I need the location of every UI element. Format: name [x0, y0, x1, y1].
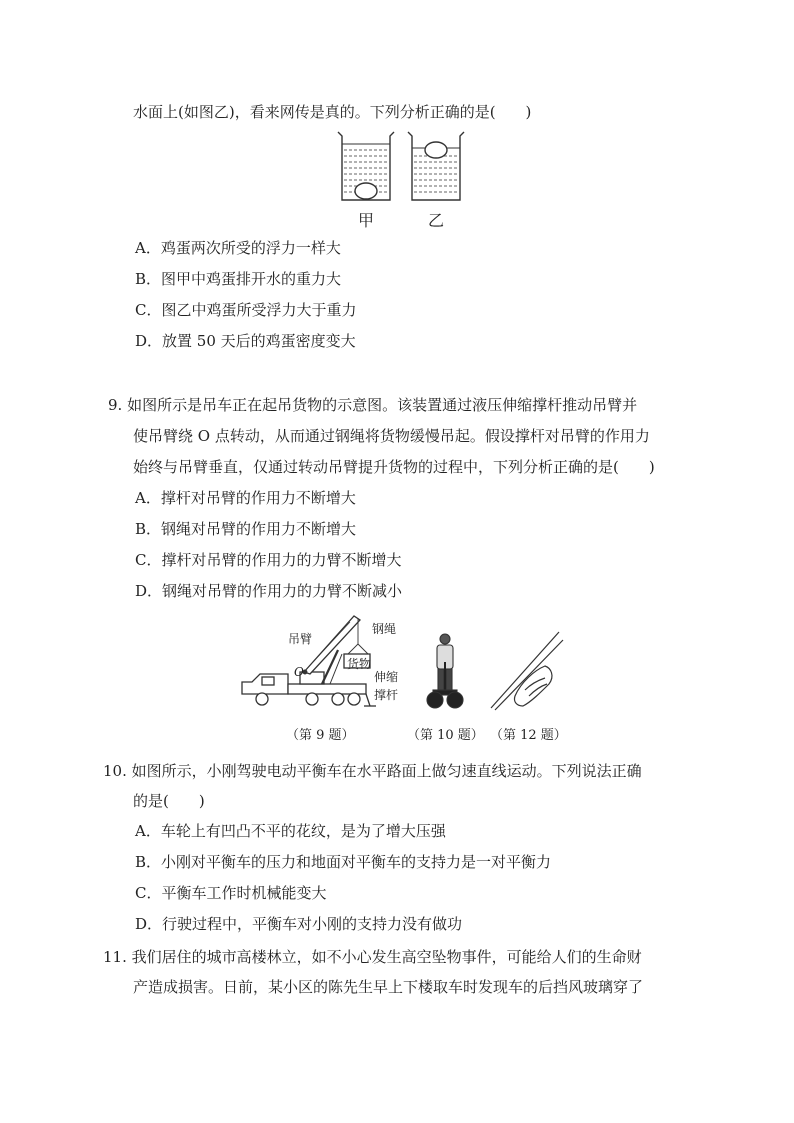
- q10-stem-line-1: 10. 如图所示，小刚驾驶电动平衡车在水平路面上做匀速直线运动。下列说法正确: [103, 762, 642, 780]
- q9-stem-line-2: 使吊臂绕 O 点转动，从而通过钢绳将货物缓慢吊起。假设撑杆对吊臂的作用力: [133, 427, 650, 445]
- label-rod-1: 伸缩: [374, 670, 399, 684]
- label-pivot: O: [294, 665, 304, 679]
- label-arm: 吊臂: [288, 632, 313, 646]
- q8-option-a: A．鸡蛋两次所受的浮力一样大: [135, 239, 341, 257]
- q10-option-d: D．行驶过程中，平衡车对小刚的支持力没有做功: [135, 915, 463, 933]
- q11-stem-line-1: 11. 我们居住的城市高楼林立，如不小心发生高空坠物事件，可能给人们的生命财: [103, 948, 642, 966]
- caption-q12: （第 12 题）: [490, 728, 567, 743]
- q10-option-b: B．小刚对平衡车的压力和地面对平衡车的支持力是一对平衡力: [135, 853, 552, 871]
- q9-option-a: A．撑杆对吊臂的作用力不断增大: [135, 489, 356, 507]
- q11-stem-line-2: 产造成损害。日前，某小区的陈先生早上下楼取车时发现车的后挡风玻璃穿了: [133, 978, 644, 996]
- q9-option-c: C．撑杆对吊臂的作用力的力臂不断增大: [135, 551, 402, 569]
- q9-option-b: B．钢绳对吊臂的作用力不断增大: [135, 520, 357, 538]
- q9-option-d: D．钢绳对吊臂的作用力的力臂不断减小: [135, 582, 403, 600]
- fig-label-yi: 乙: [428, 211, 445, 230]
- q8-option-b: B．图甲中鸡蛋排开水的重力大: [135, 270, 342, 288]
- q9-stem-line-3: 始终与吊臂垂直，仅通过转动吊臂提升货物的过程中，下列分析正确的是( ): [133, 458, 655, 476]
- caption-q9: （第 9 题）: [286, 728, 355, 743]
- egg-floating: [425, 142, 447, 158]
- fig-label-jia: 甲: [358, 211, 375, 230]
- beaker-jia: [338, 132, 394, 200]
- q10-option-a: A．车轮上有凹凸不平的花纹，是为了增大压强: [135, 822, 446, 840]
- q8-stem: 水面上(如图乙)，看来网传是真的。下列分析正确的是( ): [133, 103, 532, 121]
- q10-option-c: C．平衡车工作时机械能变大: [135, 884, 327, 902]
- q9-stem-line-1: 9. 如图所示是吊车正在起吊货物的示意图。该装置通过液压伸缩撑杆推动吊臂并: [108, 396, 638, 414]
- chopsticks-figure: [485, 626, 565, 712]
- beaker-yi: [408, 132, 464, 200]
- q8-option-d: D．放置 50 天后的鸡蛋密度变大: [135, 332, 356, 350]
- label-rod-2: 撑杆: [374, 688, 399, 702]
- label-rope: 钢绳: [372, 622, 397, 636]
- caption-q10: （第 10 题）: [407, 728, 484, 743]
- q8-option-c: C．图乙中鸡蛋所受浮力大于重力: [135, 301, 357, 319]
- q10-stem-line-2: 的是( ): [133, 792, 205, 810]
- beaker-figure: [330, 128, 470, 204]
- label-cargo: 货物: [347, 657, 372, 671]
- balance-scooter-figure: [425, 632, 465, 712]
- egg-sunk: [355, 183, 377, 199]
